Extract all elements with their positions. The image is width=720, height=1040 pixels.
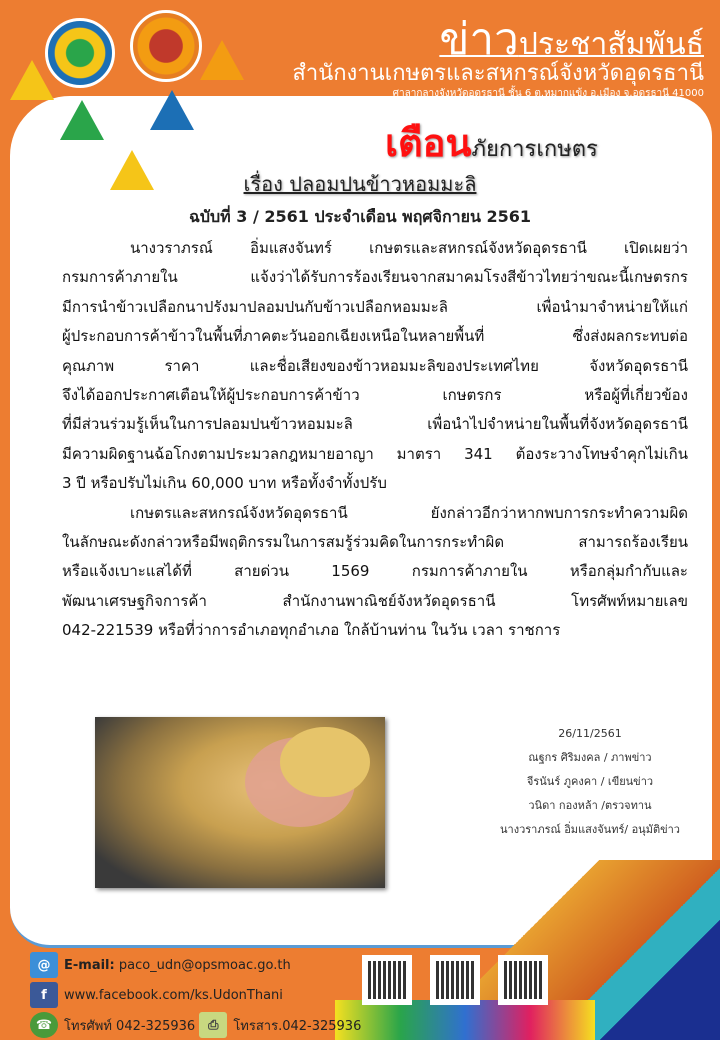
body-line: จึงได้ออกประกาศเตือนให้ผู้ประกอบการค้าข้าว เกษตรกร หรือผู้ที่เกี่ยวข้อง (62, 385, 688, 404)
facebook-link[interactable]: www.facebook.com/ks.UdonThani (64, 987, 283, 1003)
body-line: ที่มีส่วนร่วมรู้เห็นในการปลอมปนข้าวหอมมะลิ เพื่อนำไปจำหน่ายในพื้นที่จังหวัดอุดรธานี (62, 415, 688, 434)
facebook-icon: f (30, 982, 58, 1008)
body-line: หรือแจ้งเบาะแสได้ที่ สายด่วน 1569 กรมการค้าภายใน หรือกลุ่มกำกับและ (62, 562, 688, 581)
qr-code[interactable] (430, 955, 480, 1005)
rice-photo (95, 717, 385, 888)
province-seal-logo (130, 10, 202, 82)
body-line: มีความผิดฐานฉ้อโกงตามประมวลกฎหมายอาญา มาตรา 341 ต้องระวางโทษจำคุกไม่เกิน (62, 444, 688, 463)
body-line: กรมการค้าภายใน แจ้งว่าได้รับการร้องเรียนจากสมาคมโรงสีข้าวไทยว่าขณะนี้เกษตรกร (62, 268, 688, 287)
credit-writer: จีรนันร์ ภูคงคา / เขียนข่าว (526, 775, 654, 788)
facebook-row (30, 980, 361, 1010)
header-address: ศาลากลางจังหวัดอุดรธานี ชั้น 6 ต.หมากแข้ง อ.เมือง จ.อุดรธานี 41000 (392, 88, 704, 99)
credit-approver: นางวราภรณ์ อิ่มแสงจันทร์/ อนุมัติข่าว (500, 823, 680, 836)
header-title: ข่าวประชาสัมพันธ์ (439, 14, 704, 65)
email-link[interactable]: paco_udn@opsmoac.go.th (118, 957, 291, 973)
credit-editor: วนิดา กองหล้า /ตรวจทาน (528, 799, 652, 812)
body-line: ในลักษณะดังกล่าวหรือมีพฤติกรรมในการสมรู้ร่วมคิดในการกระทำผิด สามารถร้องเรียน (62, 532, 688, 551)
date: 26/11/2561 (558, 727, 622, 740)
issue-line: ฉบับที่ 3 / 2561 ประจำเดือน พฤศจิกายน 2561 (188, 207, 532, 226)
body-line: มีการนำข้าวเปลือกนาปรังมาปลอมปนกับข้าวเปลือกหอมมะลิ เพื่อนำมาจำหน่ายให้แก่ (62, 297, 688, 316)
article-body (62, 234, 688, 645)
qr-code[interactable] (498, 955, 548, 1005)
fax-number: โทรสาร.042-325936 (233, 1018, 362, 1034)
phone-row (30, 1010, 361, 1040)
header-office: สำนักงานเกษตรและสหกรณ์จังหวัดอุดรธานี (292, 61, 704, 86)
subject-title: เรื่อง ปลอมปนข้าวหอมมะลิ (243, 172, 477, 196)
email-label: E-mail: (64, 957, 115, 973)
body-line: พัฒนาเศรษฐกิจการค้า สำนักงานพาณิชย์จังหวัดอุดรธานี โทรศัพท์หมายเลข (62, 591, 688, 610)
credits (480, 722, 700, 842)
landmark-decoration (335, 1000, 595, 1040)
phone-icon: ☎ (30, 1012, 58, 1038)
body-line: 3 ปี หรือปรับไม่เกิน 60,000 บาท หรือทั้งจำทั้งปรับ (62, 474, 387, 493)
fax-icon: ⎙ (199, 1012, 227, 1038)
warning-heading: เตือนภัยการเกษตร (385, 121, 598, 165)
body-line: คุณภาพ ราคา และชื่อเสียงของข้าวหอมมะลิของประเทศไทย จังหวัดอุดรธานี (62, 356, 688, 375)
body-line: ผู้ประกอบการค้าข้าวในพื้นที่ภาคตะวันออกเฉียงเหนือในหลายพื้นที่ ซึ่งส่งผลกระทบต่อ (62, 327, 688, 346)
body-line: นางวราภรณ์ อิ่มแสงจันทร์ เกษตรและสหกรณ์จังหวัดอุดรธานี เปิดเผยว่า (130, 239, 688, 257)
body-line: เกษตรและสหกรณ์จังหวัดอุดรธานี ยังกล่าวอีกว่าหากพบการกระทำความผิด (130, 503, 688, 522)
footer-contacts (30, 950, 361, 1040)
email-row (30, 950, 361, 980)
qr-code[interactable] (362, 955, 412, 1005)
ministry-logo (45, 18, 115, 88)
phone-number: โทรศัพท์ 042-325936 (64, 1018, 196, 1034)
credit-photo: ณฐกร ศิริมงคล / ภาพข่าว (528, 751, 652, 764)
email-icon: @ (30, 952, 58, 978)
body-line: 042-221539 หรือที่ว่าการอำเภอทุกอำเภอ ใกล้บ้านท่าน ในวัน เวลา ราชการ (62, 621, 561, 640)
